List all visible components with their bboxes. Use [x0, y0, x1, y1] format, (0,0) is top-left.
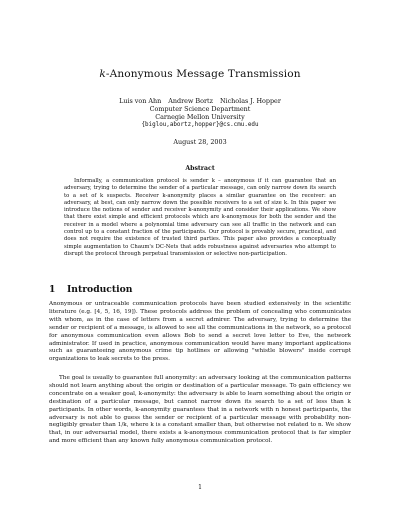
paragraph-text: The goal is usually to guarantee full anonymity: an adversary looking at the communication patterns should not learn anything about the origin or destination of a particular message. To gain efficiency we concentrate on a weaker goal, k-anonymity: the adversary is able to learn something about the origin or destination of a particular message, but cannot narrow down its search to a set of less than k participants. In other words, k-anonymity guarantees that in a network with n honest participants, the adversary is not able to guess the sender or recipient of a particular message with probability non-negligibly greater than 1/k, where k is a constant smaller than, but otherwise not related to n. We show that, in our adversarial model, there exists a k-anonymous communication protocol that is far simpler and more efficient than any known fully anonymous communication protocol.: [49, 375, 351, 445]
section-heading: [49, 284, 132, 295]
author-name: Luis von Ahn: [119, 97, 162, 105]
author-name: Nicholas J. Hopper: [219, 97, 281, 105]
intro-paragraph-2: [49, 375, 351, 446]
title-rest: -Anonymous Message Transmission: [105, 68, 301, 80]
author-list: [0, 97, 400, 105]
abstract-body: [64, 178, 336, 258]
author-email: {biglou,abortz,hopper}@cs.cmu.edu: [141, 122, 259, 128]
affiliation-university: Carnegie Mellon University: [155, 113, 245, 121]
abstract-heading: Abstract: [185, 165, 215, 172]
section-title: Introduction: [67, 284, 133, 295]
affiliation-department: Computer Science Department: [149, 105, 251, 113]
intro-paragraph-1: [49, 301, 351, 364]
paper-title: [0, 68, 400, 80]
section-number: 1: [49, 284, 56, 295]
paragraph-text: Anonymous or untraceable communication protocols have been studied extensively in the scientific literature (e.g. [4, 5, 16, 19]). These protocols address the problem of concealing who communicates with whom, as in the case of letters from a secret admirer. The adversary, trying to determine the sender or recipient of a message, is allowed to see all the communications in the network, so a protocol for anonymous communication even allows Bob to send a secret love letter to Eve, the network administrator. If used in practice, anonymous communication would have many important applications such as guaranteeing anonymous crime tip hotlines or allowing "whistle blowers" inside corrupt organizations to leak secrets to the press.: [49, 301, 351, 363]
paper-date: August 28, 2003: [173, 138, 227, 146]
abstract-text: Informally, a communication protocol is sender k – anonymous if it can guarantee that an adversary, trying to determine the sender of a particular message, can only narrow down its search to a set of k suspects. Receiver k-anonymity places a similar guarantee on the receiver: an adversary, at best, can only narrow down the possible receivers to a set of size k. In this paper we introduce the notions of sender and receiver k-anonymity and consider their applications. We show that there exist simple and efficient protocols which are k-anonymous for both the sender and the receiver in a model where a polynomial time adversary can see all traffic in the network and can control up to a constant fraction of the participants. Our protocol is provably secure, practical, and does not require the existence of trusted third parties. This paper also provides a conceptually simple augmentation to Chaum's DC-Nets that adds robustness against adversaries who attempt to disrupt the protocol through perpetual transmission or selective non-participation.: [64, 178, 336, 257]
page-number: 1: [198, 484, 202, 491]
author-name: Andrew Bortz: [168, 97, 213, 105]
title-k: k: [99, 68, 106, 80]
